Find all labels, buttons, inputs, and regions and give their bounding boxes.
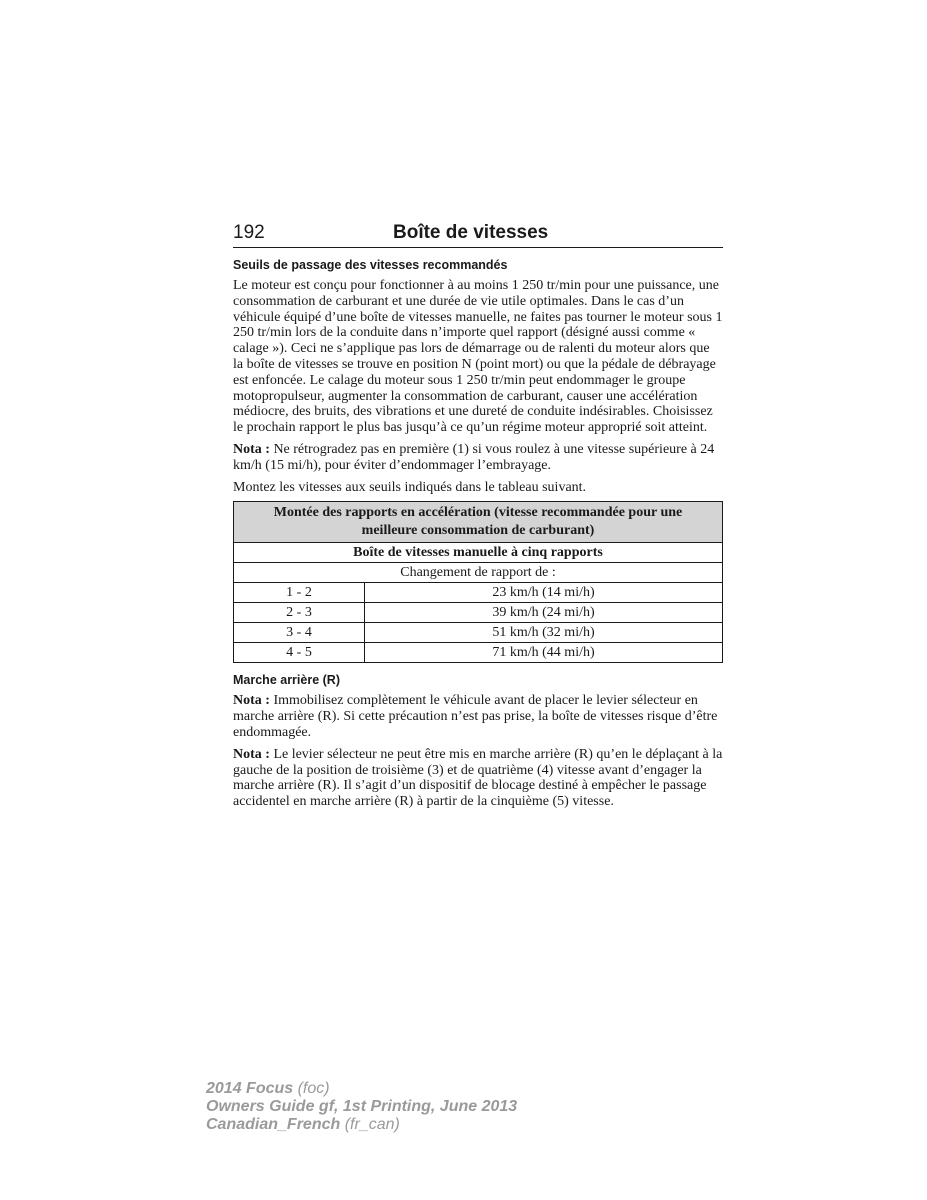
note-label: Nota :	[233, 441, 270, 457]
speed-cell: 39 km/h (24 mi/h)	[365, 603, 723, 623]
note-reverse-stop	[233, 693, 723, 740]
note-label: Nota :	[233, 746, 270, 762]
note-text: Le levier sélecteur ne peut être mis en marche arrière (R) qu’en le déplaçant à la gauche de la position de troisième (3) et de quatrième (4) vitesse avant d’engager la marche arrière (R). Il s’agit d’un dispositif de blocage destiné à empêcher le passage accidentel en marche arrière (R) à partir de la cinquième (5) vitesse.	[233, 746, 723, 810]
paragraph-engine-rpm: Le moteur est conçu pour fonctionner à au moins 1 250 tr/min pour une puissance, une consommation de carburant et une durée de vie utile optimales. Dans le cas d’un véhicule équipé d’une boîte de vitesses manuelle, ne faites pas tourner le moteur sous 1 250 tr/min lors de la conduite dans n’importe quel rapport (désigné aussi comme « calage »). Ceci ne s’applique pas lors de démarrage ou de ralenti du moteur alors que la boîte de vitesses se trouve en position N (point mort) ou que la pédale de débrayage est enfoncée. Le calage du moteur sous 1 250 tr/min peut endommager le groupe motopropulseur, augmenter la consommation de carburant, causer une accélération médiocre, des bruits, des vibrations et une dureté de conduite indésirables. Choisissez le prochain rapport le plus bas jusqu’à ce qu’un régime moteur approprié soit atteint.	[233, 278, 723, 436]
gear-cell: 1 - 2	[234, 583, 365, 603]
gear-cell: 2 - 3	[234, 603, 365, 623]
section-heading-reverse: Marche arrière (R)	[233, 673, 340, 688]
page-footer	[206, 1080, 517, 1134]
table-row	[234, 583, 723, 603]
note-downshift	[233, 442, 723, 474]
page-header	[233, 222, 723, 248]
table-row	[234, 643, 723, 663]
footer-language-code: (fr_can)	[340, 1116, 400, 1133]
footer-model: 2014 Focus	[206, 1080, 294, 1097]
table-sub-header: Boîte de vitesses manuelle à cinq rapports	[234, 543, 723, 563]
page-title: Boîte de vitesses	[393, 222, 549, 243]
table-row	[234, 603, 723, 623]
gear-cell: 4 - 5	[234, 643, 365, 663]
footer-line-printing: Owners Guide gf, 1st Printing, June 2013	[206, 1098, 518, 1115]
speed-cell: 23 km/h (14 mi/h)	[365, 583, 723, 603]
speed-cell: 71 km/h (44 mi/h)	[365, 643, 723, 663]
note-text: Ne rétrogradez pas en première (1) si vous roulez à une vitesse supérieure à 24 km/h (15 mi/h), pour éviter d’endommager l’embrayage.	[233, 441, 715, 473]
page-content	[233, 222, 723, 816]
gear-cell: 3 - 4	[234, 623, 365, 643]
page-number: 192	[233, 222, 265, 243]
footer-model-code: (foc)	[293, 1080, 330, 1097]
shift-speed-table	[233, 501, 723, 663]
footer-line-language	[206, 1116, 517, 1134]
footer-line-model	[206, 1080, 517, 1098]
section-heading-shift-points: Seuils de passage des vitesses recommandés	[233, 258, 508, 272]
note-label: Nota :	[233, 693, 270, 709]
table-main-header: Montée des rapports en accélération (vitesse recommandée pour une meilleure consommation de carburant)	[234, 502, 723, 543]
note-reverse-lockout	[233, 747, 723, 810]
footer-language: Canadian_French	[206, 1116, 341, 1133]
paragraph-table-intro: Montez les vitesses aux seuils indiqués dans le tableau suivant.	[233, 479, 587, 495]
table-row	[234, 623, 723, 643]
table-change-label: Changement de rapport de :	[234, 563, 723, 583]
speed-cell: 51 km/h (32 mi/h)	[365, 623, 723, 643]
note-text: Immobilisez complètement le véhicule avant de placer le levier sélecteur en marche arrière (R). Si cette précaution n’est pas prise, la boîte de vitesses risque d’être endommagée.	[233, 693, 718, 740]
